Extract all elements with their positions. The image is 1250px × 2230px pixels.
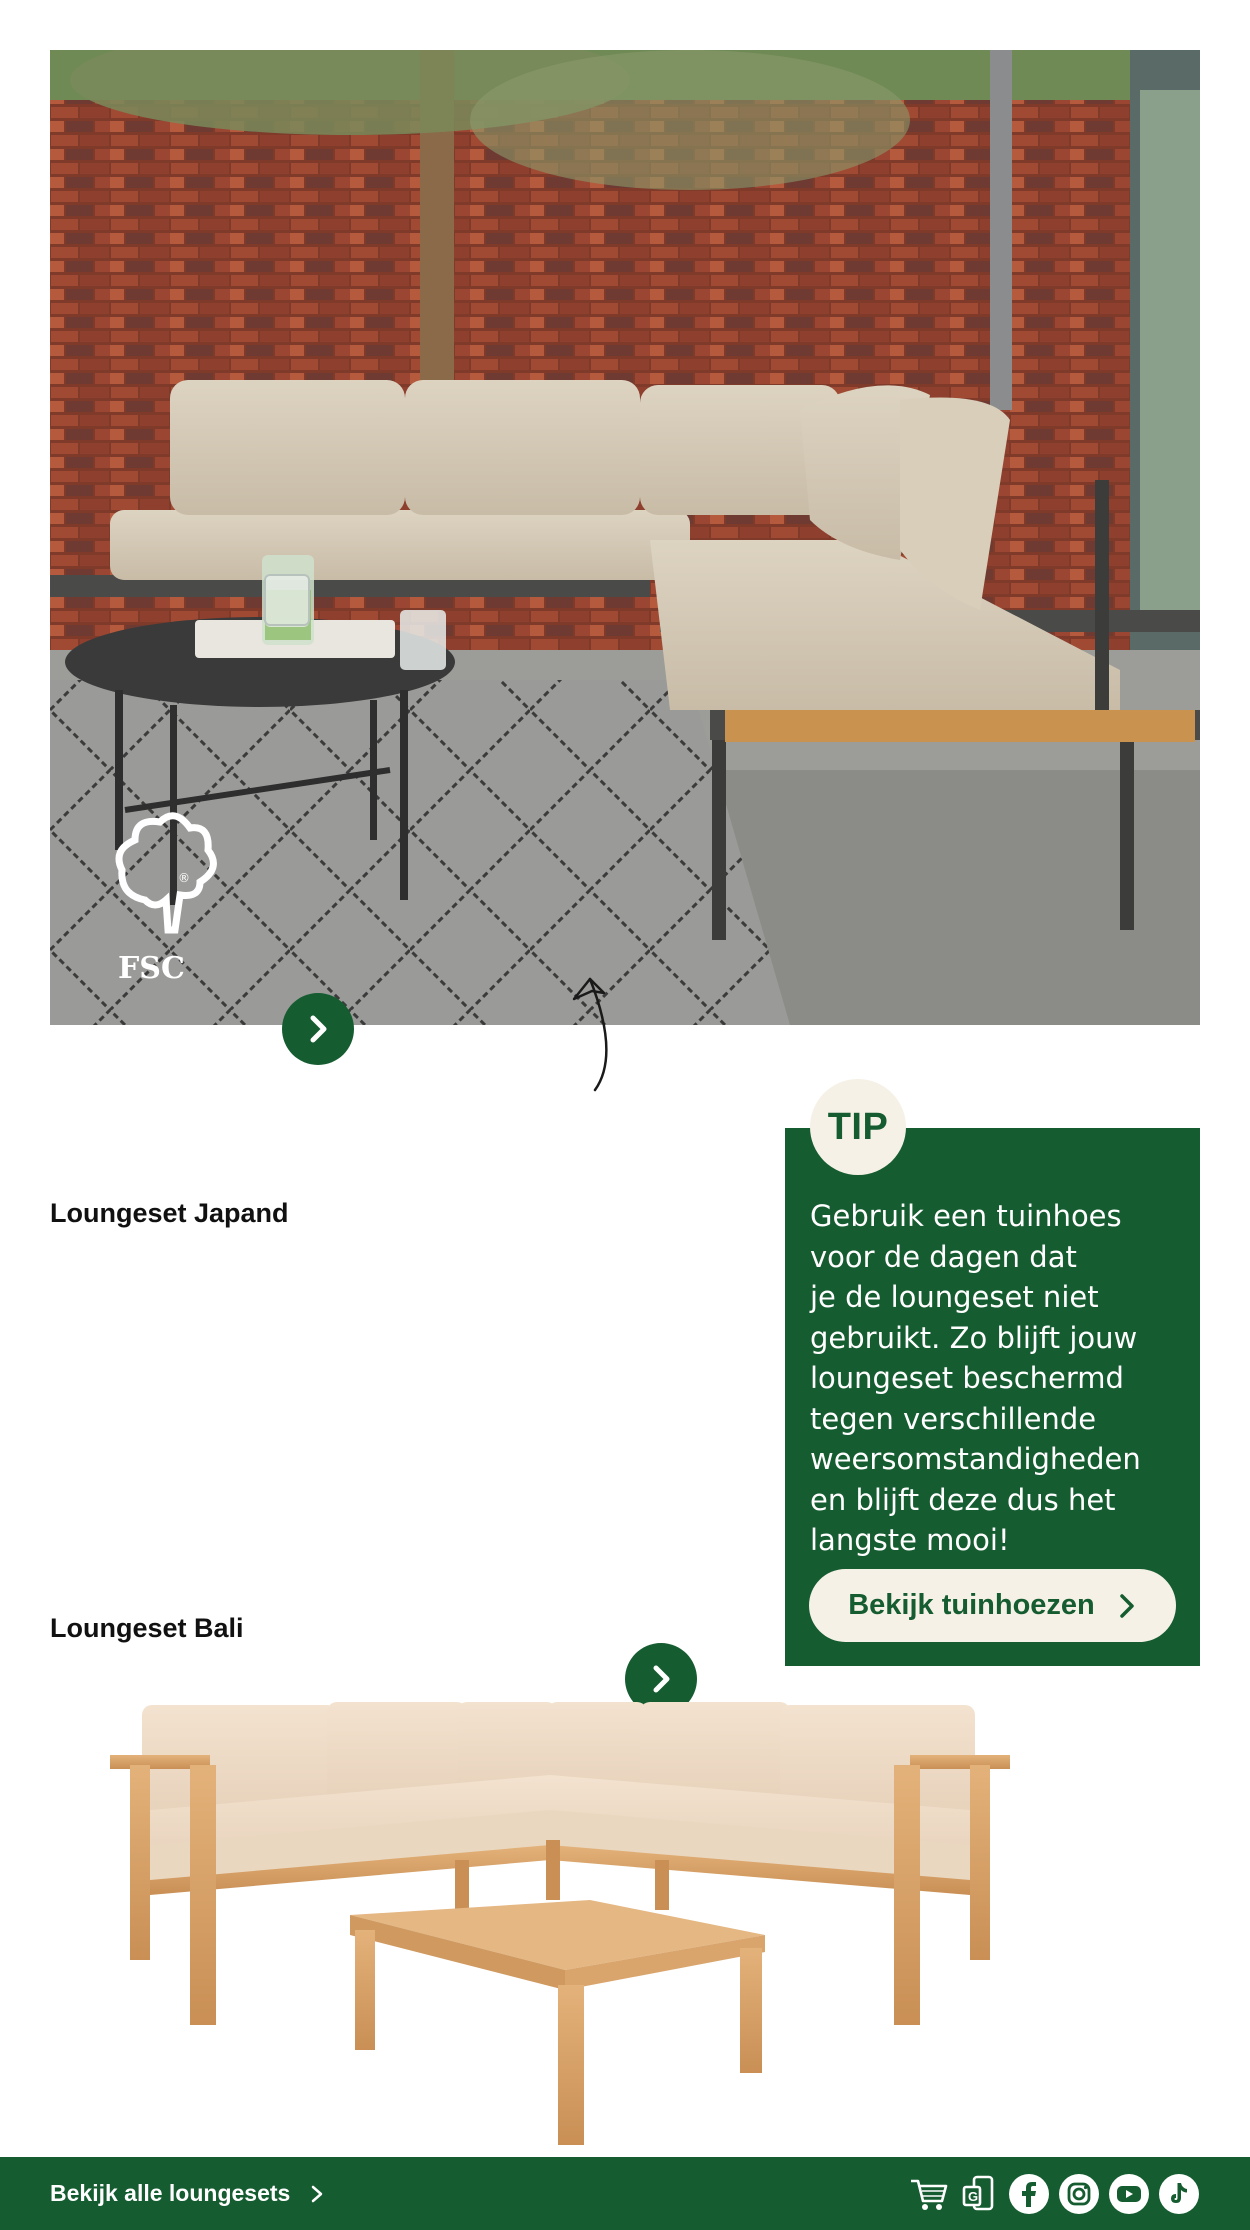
tip-line: gebruikt. Zo blijft jouw [810,1320,1138,1355]
svg-text:G: G [968,2188,979,2204]
tip-line: je de loungeset niet [810,1280,1099,1314]
next-arrow-button[interactable] [282,993,354,1065]
youtube-icon[interactable] [1108,2173,1150,2215]
svg-text:®: ® [178,871,190,885]
chevron-right-icon [301,1012,335,1046]
tip-box [785,1105,1200,1666]
view-garden-covers-label: Bekijk tuinhoezen [848,1589,1095,1621]
hero-photo-japand [50,50,1200,1025]
product-name-bali[interactable]: Loungeset Bali [50,1613,244,1643]
hand-drawn-arrow-icon [560,975,630,1095]
cart-icon[interactable] [908,2173,950,2215]
footer-icons [908,2157,1200,2230]
tip-line: en blijft deze dus het [810,1482,1116,1517]
app-icon[interactable] [958,2173,1000,2215]
product-image-bali[interactable] [110,1690,1010,2150]
instagram-icon[interactable] [1058,2173,1100,2215]
tip-text [810,1196,1180,1561]
footer-bar [0,2157,1250,2230]
tiktok-icon[interactable] [1158,2173,1200,2215]
product-name-japand[interactable]: Loungeset Japand [50,1198,289,1228]
chevron-right-icon [310,2184,324,2204]
fsc-logo-text: FSC [118,951,185,986]
facebook-icon[interactable] [1008,2173,1050,2215]
tip-line: voor de dagen dat [810,1239,1077,1274]
view-garden-covers-button[interactable] [809,1569,1176,1642]
tip-line: loungeset beschermd [810,1361,1124,1395]
tip-line: weersomstandigheden [810,1442,1141,1476]
tip-line: langste mooi! [810,1523,1010,1557]
tip-line: Gebruik een tuinhoes [810,1199,1122,1233]
tip-line: tegen verschillende [810,1401,1097,1436]
tip-badge: TIP [810,1079,906,1175]
chevron-right-icon [1117,1593,1137,1619]
view-all-lounge-sets-label: Bekijk alle loungesets [50,2180,291,2206]
view-all-lounge-sets-link[interactable] [50,2157,324,2230]
